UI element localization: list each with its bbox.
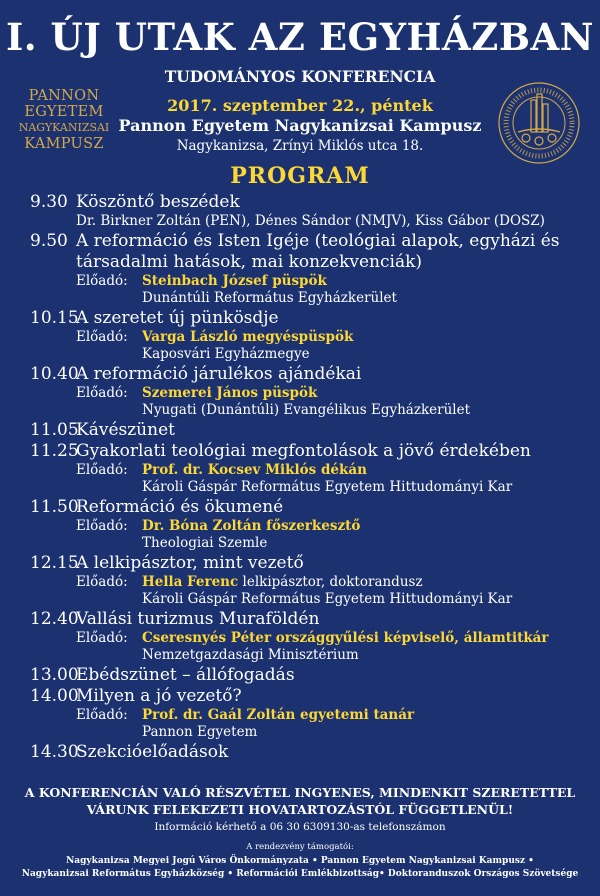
participation-note [0,784,600,818]
speaker-label: Előadó: [76,272,128,289]
contact-info: Információ kérhető a 06 30 6309130-as telefonszámon [154,821,446,833]
event-address: Nagykanizsa, Zrínyi Miklós utca 18. [176,138,424,154]
program-item [30,420,595,441]
program-topic: Kávészünet [76,419,175,440]
speaker-label: Előadó: [76,328,128,345]
program-topic: Vallási turizmus Muraföldén [76,608,320,629]
speaker-organization: Dunántúli Református Egyházkerület [142,290,397,306]
event-date: 2017. szeptember 22., péntek [167,96,433,115]
speaker-label: Előadó: [76,573,128,590]
program-item [30,441,595,497]
program-time: 11.05 [30,419,79,440]
program-time: 13.00 [30,664,79,685]
speaker-name: Szemerei János püspök [142,384,318,401]
logo-line: NAGYKANIZSAI [18,121,110,134]
program-heading: PROGRAM [230,163,370,189]
program-time: 14.30 [30,741,79,762]
speaker-organization: Károli Gáspár Református Egyetem Hittudományi Kar [142,591,513,607]
poster-title: I. ÚJ UTAK AZ EGYHÁZBAN [5,15,595,59]
program-item [30,308,595,364]
poster-subtitle: TUDOMÁNYOS KONFERENCIA [164,67,436,86]
program-item [30,192,595,231]
program-item [30,665,595,686]
speaker-name: Cseresnyés Péter országgyűlési képviselő, államtitkár [142,629,549,646]
program-item [30,231,595,308]
reformation-committee-seal-icon [496,80,582,166]
program-topic: Szekcióelőadások [76,741,229,762]
program-time: 11.50 [30,496,79,517]
speaker-label: Előadó: [76,384,128,401]
program-topic-continued: társadalmi hatások, mai konzekvenciák) [76,251,423,272]
sponsors-title: A rendezvény támogatói: [246,842,354,852]
speaker-role: lelkipásztor, doktorandusz [238,573,423,590]
event-venue: Pannon Egyetem Nagykanizsai Kampusz [118,116,482,135]
participation-note-line: A KONFERENCIÁN VALÓ RÉSZVÉTEL INGYENES, MINDENKIT SZERETETTEL [24,785,576,800]
speaker-name: Hella Ferenc [142,573,239,590]
speaker-label: Előadó: [76,706,128,723]
speaker-organization: Nyugati (Dunántúli) Evangélikus Egyházkerület [142,402,471,418]
program-item [30,742,595,763]
program-topic: A reformáció járulékos ajándékai [76,363,362,384]
program-item [30,609,595,665]
program-topic: A reformáció és Isten Igéje (teológiai alapok, egyházi és [76,230,560,251]
program-topic: Gyakorlati teológiai megfontolások a jövő érdekében [76,440,531,461]
program-item [30,686,595,742]
program-time: 14.00 [30,685,79,706]
speaker-organization: Károli Gáspár Református Egyetem Hittudományi Kar [142,479,513,495]
speaker-organization: Nemzetgazdasági Minisztérium [142,647,359,663]
program-topic: A szeretet új pünkösdje [76,307,279,328]
program-time: 12.40 [30,608,79,629]
logo-line: EGYETEM [24,104,104,120]
program-time: 9.50 [30,230,68,251]
speaker-name: Prof. dr. Gaál Zoltán egyetemi tanár [142,706,415,723]
program-list [30,192,595,763]
sponsors-line: Nagykanizsai Református Egyházközség • Reformációi Emlékbizottság• Doktoranduszok Országos Szövetsége [21,869,579,879]
program-topic: Köszöntő beszédek [76,192,240,212]
speaker-label: Előadó: [76,629,128,646]
sponsors-line: Nagykanizsa Megyei Jogú Város Önkormányzata • Pannon Egyetem Nagykanizsai Kampusz • [66,856,534,866]
program-item [30,497,595,553]
speaker-name: Dr. Bóna Zoltán főszerkesztő [142,517,361,534]
speaker-label: Előadó: [76,517,128,534]
program-time: 12.15 [30,552,79,573]
sponsors-list [0,855,600,881]
program-time: 10.40 [30,363,79,384]
pannon-campus-logo [14,88,114,152]
program-time: 9.30 [30,192,68,212]
speaker-organization: Kaposvári Egyházmegye [142,346,310,362]
program-topic: Reformáció és ökumené [76,496,284,517]
speaker-label: Előadó: [76,461,128,478]
participation-note-line: VÁRUNK FELEKEZETI HOVATARTOZÁSTÓL FÜGGETLENÜL! [86,802,514,817]
program-topic: Ebédszünet – állófogadás [76,664,295,685]
welcome-speakers: Dr. Birkner Zoltán (PEN), Dénes Sándor (NMJV), Kiss Gábor (DOSZ) [76,213,545,229]
program-topic: A lelkipásztor, mint vezető [76,552,304,573]
speaker-name: Varga László megyéspüspök [142,328,354,345]
speaker-name: Prof. dr. Kocsev Miklós dékán [142,461,367,478]
program-time: 10.15 [30,307,79,328]
program-item [30,553,595,609]
logo-line: KAMPUSZ [24,136,104,152]
program-item [30,364,595,420]
speaker-organization: Pannon Egyetem [142,724,258,740]
program-topic: Milyen a jó vezető? [76,685,242,706]
program-time: 11.25 [30,440,79,461]
speaker-organization: Theologiai Szemle [142,535,268,551]
speaker-name: Steinbach József püspök [142,272,327,289]
logo-line: PANNON [28,88,100,104]
